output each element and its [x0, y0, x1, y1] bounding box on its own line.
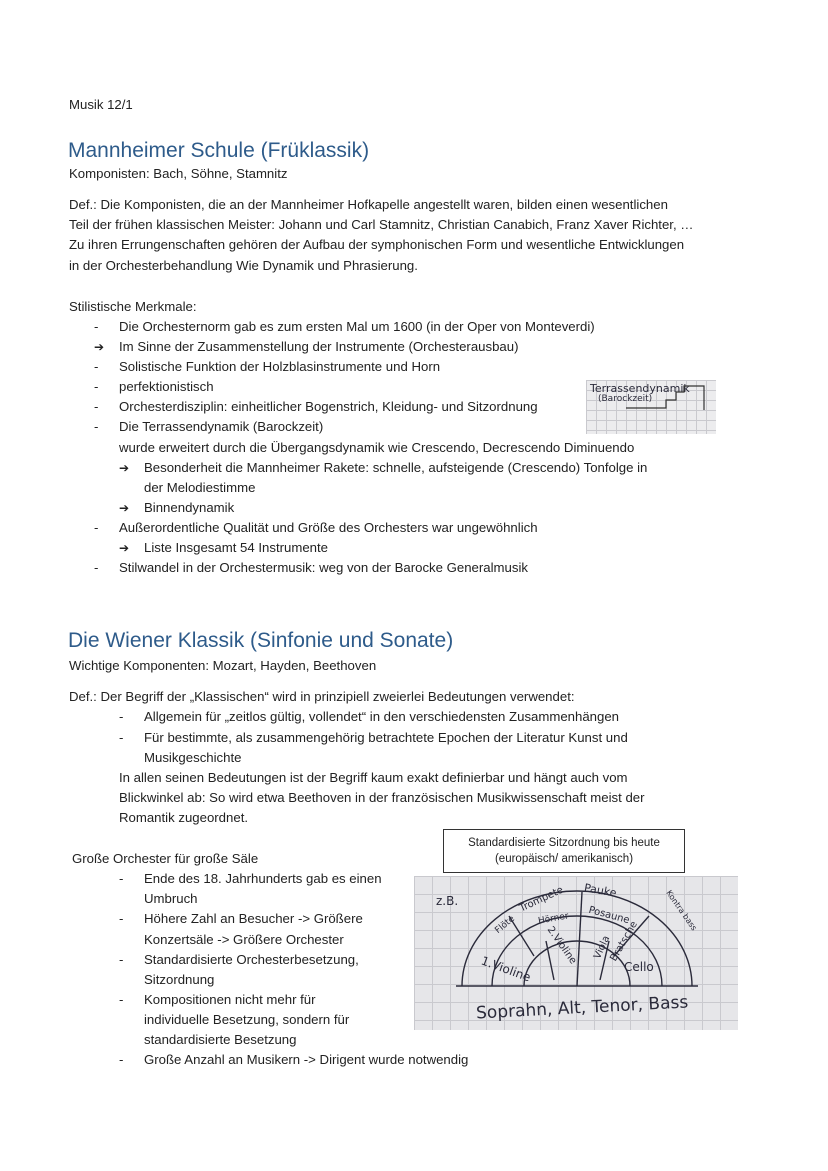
list-item-text: Solistische Funktion der Holzblasinstrumente und Horn [119, 359, 441, 374]
list-item-text: Konzertsäle -> Größere Orchester [144, 932, 344, 947]
list-item-text: Umbruch [144, 891, 198, 906]
seating-label: Bratsche [608, 919, 640, 964]
list-item-text: individuelle Besetzung, sondern für [144, 1012, 350, 1027]
caption-line: Standardisierte Sitzordnung bis heute [468, 837, 660, 849]
seating-label: Posaune [587, 904, 631, 927]
list-item-text: Im Sinne der Zusammenstellung der Instrumente (Orchesterausbau) [119, 339, 519, 354]
seating-plan-sketch [414, 876, 738, 1030]
definition-intro: Def.: Der Begriff der „Klassischen“ wird in prinzipiell zweierlei Bedeutungen verwendet: [69, 689, 575, 704]
orchester-heading: Große Orchester für große Säle [72, 851, 259, 866]
page-header: Musik 12/1 [69, 97, 133, 112]
list-item-text: Orchesterdisziplin: einheitlicher Bogenstrich, Kleidung- und Sitzordnung [119, 399, 538, 414]
seating-label: Hörner [537, 911, 570, 927]
arrow-icon: ➔ [119, 461, 130, 475]
list-item-text: Sitzordnung [144, 972, 215, 987]
dash-bullet: - [119, 952, 124, 967]
dash-bullet: - [94, 379, 99, 394]
paragraph-line: In allen seinen Bedeutungen ist der Begriff kaum exakt definierbar und hängt auch vom [119, 770, 628, 785]
seating-caption-box [443, 829, 685, 873]
dash-bullet: - [94, 520, 99, 535]
list-item-text: Musikgeschichte [144, 750, 242, 765]
section-title-wiener-klassik: Die Wiener Klassik (Sinfonie und Sonate) [68, 629, 454, 652]
definition-line: Def.: Die Komponisten, die an der Mannheimer Hofkapelle angestellt waren, bilden einen wesentlichen [69, 197, 668, 212]
merkmale-heading: Stilistische Merkmale: [69, 299, 197, 314]
seating-label: Flöte [493, 914, 517, 936]
seating-label: Kontra bass [664, 888, 699, 933]
sketch-label: Terrassendynamik [590, 382, 690, 395]
list-item-text: Außerordentliche Qualität und Größe des Orchesters war ungewöhnlich [119, 520, 538, 535]
seating-label: Trompete [517, 884, 566, 915]
list-item-text: Binnendynamik [144, 500, 235, 515]
list-item-text: Die Orchesternorm gab es zum ersten Mal um 1600 (in der Oper von Monteverdi) [119, 319, 595, 334]
seating-label: Viola [592, 934, 613, 961]
sketch-label: (Barockzeit) [598, 394, 653, 404]
section-title-mannheimer: Mannheimer Schule (Früklassik) [68, 139, 370, 162]
arrow-icon: ➔ [94, 340, 105, 354]
dash-bullet: - [94, 419, 99, 434]
arrow-icon: ➔ [119, 541, 130, 555]
list-item-text: Liste Insgesamt 54 Instrumente [144, 540, 328, 555]
caption-line: (europäisch/ amerikanisch) [494, 853, 634, 865]
voices-label: Soprahn, Alt, Tenor, Bass [475, 992, 689, 1024]
list-item-text: Allgemein für „zeitlos gültig, vollendet“ in den verschiedensten Zusammenhängen [144, 709, 620, 724]
terrassendynamik-sketch [586, 380, 716, 434]
list-item-text: Besonderheit die Mannheimer Rakete: schnelle, aufsteigende (Crescendo) Tonfolge in [144, 460, 648, 475]
dash-bullet: - [119, 871, 124, 886]
list-item-text: Die Terrassendynamik (Barockzeit) [119, 419, 324, 434]
paragraph-line: Romantik zugeordnet. [119, 810, 249, 825]
list-item-text: Standardisierte Orchesterbesetzung, [144, 952, 359, 967]
list-item-text: standardisierte Besetzung [144, 1032, 297, 1047]
dash-bullet: - [94, 560, 99, 575]
dash-bullet: - [119, 709, 124, 724]
paragraph-line: Blickwinkel ab: So wird etwa Beethoven in der französischen Musikwissenschaft meist der [119, 790, 645, 805]
dash-bullet: - [119, 992, 124, 1007]
dash-bullet: - [94, 359, 99, 374]
list-item-text: Für bestimmte, als zusammengehörig betrachtete Epochen der Literatur Kunst und [144, 730, 628, 745]
list-item-text: Ende des 18. Jahrhunderts gab es einen [144, 871, 382, 886]
dash-bullet: - [94, 319, 99, 334]
composers-line: Komponisten: Bach, Söhne, Stamnitz [69, 166, 288, 181]
seating-label: Pauke [583, 881, 618, 900]
dash-bullet: - [119, 911, 124, 926]
list-item-text: perfektionistisch [119, 379, 214, 394]
dash-bullet: - [119, 1052, 124, 1067]
seating-label: 2.Violine [544, 924, 579, 967]
list-item-text: Große Anzahl an Musikern -> Dirigent wurde notwendig [144, 1052, 469, 1067]
definition-line: Zu ihren Errungenschaften gehören der Aufbau der symphonischen Form und wesentliche Entwicklungen [69, 237, 685, 252]
list-item-text: der Melodiestimme [144, 480, 256, 495]
arrow-icon: ➔ [119, 501, 130, 515]
composers-line: Wichtige Komponenten: Mozart, Hayden, Beethoven [69, 658, 377, 673]
dash-bullet: - [119, 730, 124, 745]
list-item [94, 317, 98, 337]
seating-label: Cello [624, 960, 654, 974]
definition-line: Teil der frühen klassischen Meister: Johann und Carl Stamnitz, Christian Canabich, Franz Xaver Richter, … [69, 217, 694, 232]
list-item-text: wurde erweitert durch die Übergangsdynamik wie Crescendo, Decrescendo Diminuendo [119, 440, 635, 455]
dash-bullet: - [94, 399, 99, 414]
seating-label: z.B. [436, 894, 459, 908]
list-item-text: Kompositionen nicht mehr für [144, 992, 316, 1007]
list-item-text: Höhere Zahl an Besucher -> Größere [144, 911, 363, 926]
definition-line: in der Orchesterbehandlung Wie Dynamik und Phrasierung. [69, 258, 418, 273]
seating-label: 1.Violine [479, 953, 533, 985]
list-item-text: Stilwandel in der Orchestermusik: weg von der Barocke Generalmusik [119, 560, 528, 575]
step-dynamics-icon [586, 380, 716, 434]
